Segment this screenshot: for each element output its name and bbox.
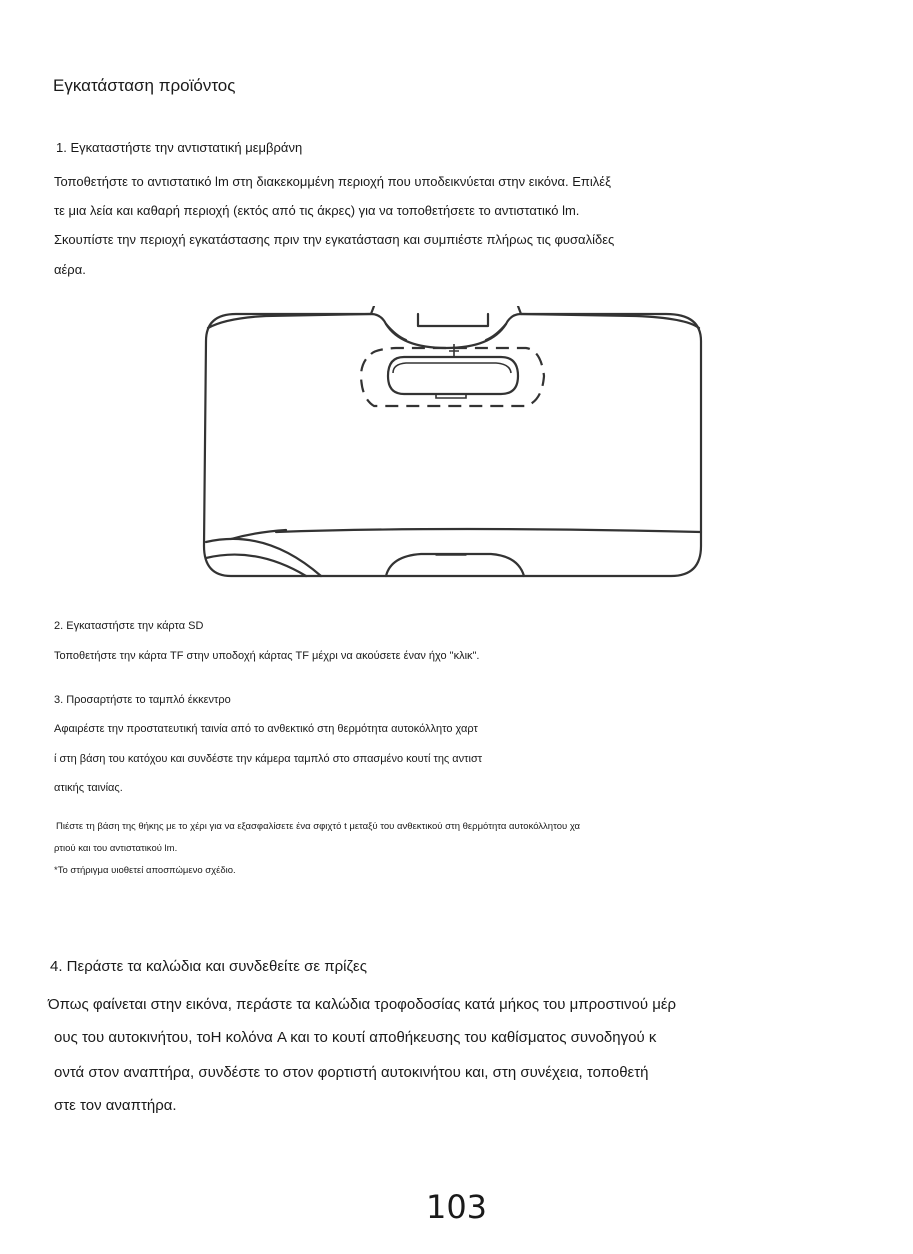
section-title: Εγκατάσταση προϊόντος [53, 76, 236, 95]
step3-line-2: ί στη βάση του κατόχου και συνδέστε την κάμερα ταμπλό στο σπασμένο κουτί της αντιστ [54, 753, 483, 765]
step4-line-2: ους του αυτοκινήτου, τοΗ κολόνα A και το κουτί αποθήκευσης του καθίσματος συνοδηγού κ [54, 1029, 657, 1046]
step3-heading: 3. Προσαρτήστε το ταμπλό έκκεντρο [54, 694, 231, 706]
step1-line-1: Τοποθετήστε το αντιστατικό lm στη διακεκομμένη περιοχή που υποδεικνύεται στην εικόνα. Επιλέξ [54, 174, 611, 189]
step1-line-2: τε μια λεία και καθαρή περιοχή (εκτός από τις άκρες) για να τοποθετήσετε το αντιστατικό lm. [54, 203, 580, 218]
step1-line-4: αέρα. [54, 262, 86, 277]
step4-line-3: οντά στον αναπτήρα, συνδέστε το στον φορτιστή αυτοκινήτου και, στη συνέχεια, τοποθετή [54, 1064, 649, 1081]
step1-heading: 1. Εγκαταστήστε την αντιστατική μεμβράνη [56, 140, 303, 155]
dashcam-back-illustration [196, 306, 706, 582]
mount-bracket [371, 306, 521, 314]
step3-note-3: *Το στήριγμα υιοθετεί αποσπώμενο σχέδιο. [54, 865, 236, 876]
page-number: 103 [425, 1188, 488, 1226]
step2-line: Τοποθετήστε την κάρτα TF στην υποδοχή κάρτας TF μέχρι να ακούσετε έναν ήχο "κλικ". [54, 650, 480, 662]
step3-line-1: Αφαιρέστε την προστατευτική ταινία από το ανθεκτικό στη θερμότητα αυτοκόλλητο χαρτ [54, 723, 478, 735]
step1-line-3: Σκουπίστε την περιοχή εγκατάστασης πριν την εγκατάσταση και συμπιέστε πλήρως τις φυσαλίδες [54, 232, 615, 247]
step4-line-1: Όπως φαίνεται στην εικόνα, περάστε τα καλώδια τροφοδοσίας κατά μήκος του μπροστινού μέρ [48, 996, 677, 1013]
step3-line-3: ατικής ταινίας. [54, 782, 123, 794]
step4-heading: 4. Περάστε τα καλώδια και συνδεθείτε σε πρίζες [50, 958, 367, 975]
step3-note-1: Πιέστε τη βάση της θήκης με το χέρι για να εξασφαλίσετε ένα σφιχτό t μεταξύ του ανθεκτικού στη θερμότητα αυτοκόλλητου χα [56, 821, 581, 832]
step2-heading: 2. Εγκαταστήστε την κάρτα SD [54, 620, 204, 632]
step4-line-4: στε τον αναπτήρα. [54, 1097, 177, 1114]
step3-note-2: ρτιού και του αντιστατικού lm. [54, 843, 178, 854]
body-outline [204, 314, 701, 576]
lens-arc-inner [206, 555, 306, 576]
